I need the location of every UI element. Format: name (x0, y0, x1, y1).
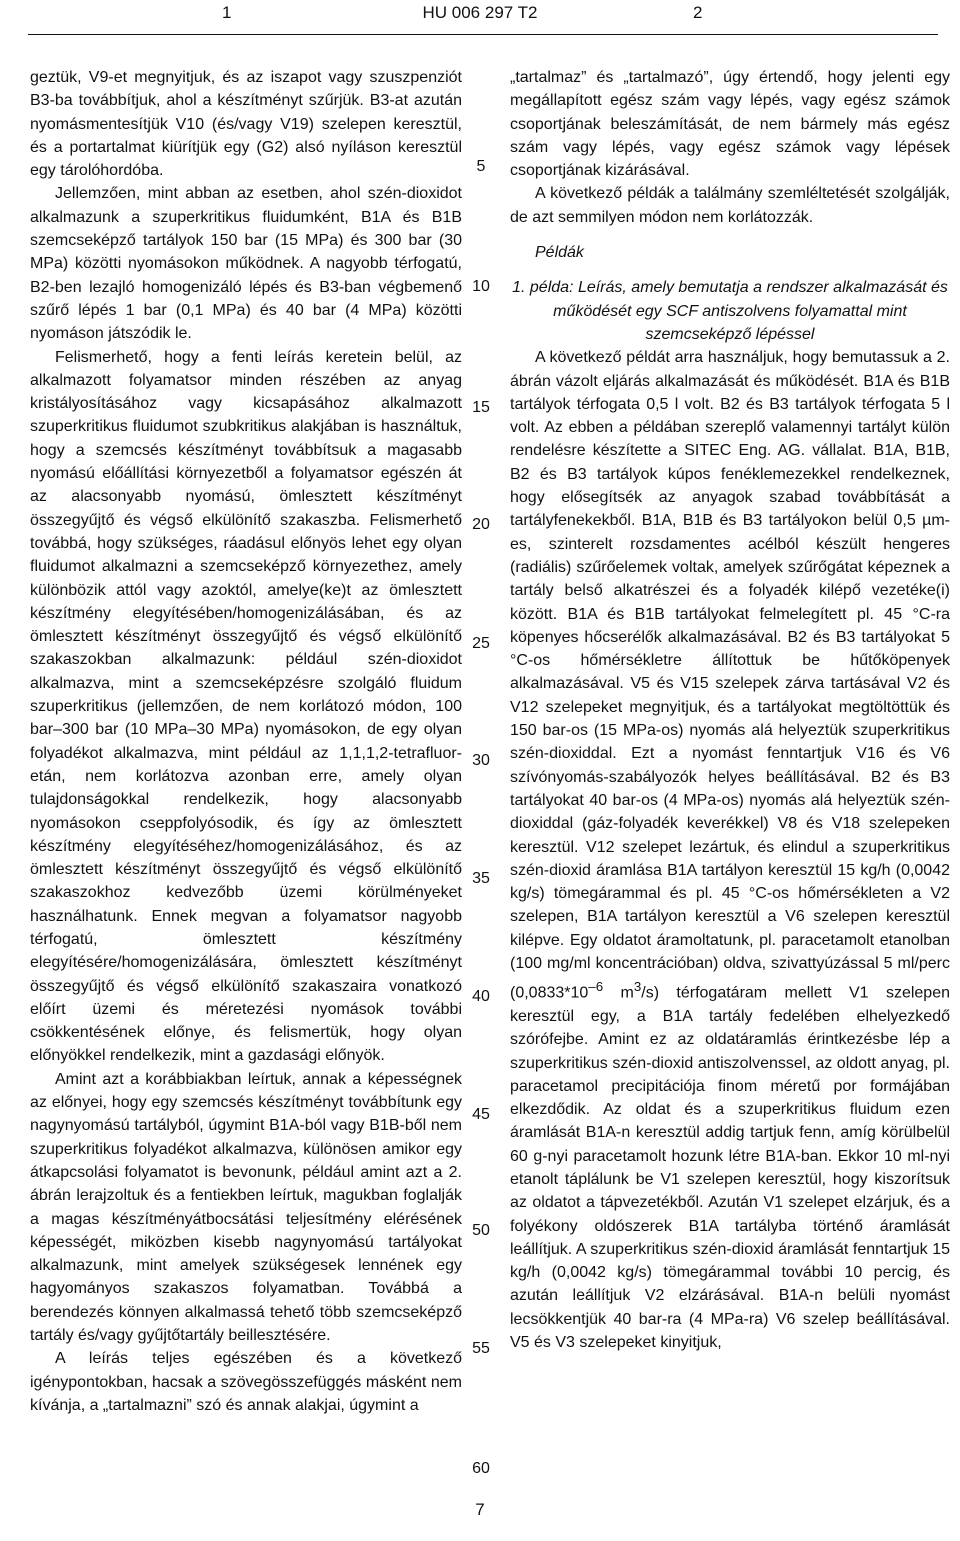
document-id: HU 006 297 T2 (422, 3, 538, 22)
line-number: 25 (472, 635, 490, 652)
line-number: 15 (472, 399, 490, 416)
page-number: 7 (475, 1500, 485, 1519)
line-number: 10 (472, 278, 490, 295)
left-column (30, 66, 462, 1417)
superscript: –6 (588, 979, 604, 995)
page-header (0, 0, 960, 30)
line-number: 30 (472, 752, 490, 769)
line-number: 5 (476, 158, 486, 175)
paragraph: Jellemzően, mint abban az esetben, ahol szén-dioxidot alkalmazunk a szuperkritikus fluidumként, B1A és B1B szemcseképző tartályok 150 bar (15 MPa) és 300 bar (30 MPa) közötti nyomásokon működnek. A nagyobb térfogatú, B2-ben lezajló homogenizáló lépés és B3-ban végbemenő szűrő lépés 1 bar (0,1 MPa) és 40 bar (4 MPa) közötti nyomáson játszódik le. (30, 185, 462, 343)
paragraph: Amint azt a korábbiakban leírtuk, annak a képességnek az előnyei, hogy egy szemcsés készítményt továbbítunk egy nagynyomású tartályból, úgymint B1A-ból vagy B1B-ből nem szuperkritikus folyadékot alkalmazva, különösen amikor egy átkapcsolási folyamatot is bevonunk, például amint azt a 2. ábrán lerajzoltuk és a fentiekben leírtuk, magukban foglalják a magas készítményátbocsátási teljesítmény elérésének képességét, miközben kisebb nagynyomású tartályokat alkalmazunk, mint amelyek szükségesek lennének egy hagyományos szakaszos folyamatban. Továbbá a berendezés könnyen alkalmassá tehető több szemcseképző tartály és/vagy gyűjtőtartály beillesztésére. (30, 1070, 462, 1345)
paragraph: A leírás teljes egészében és a következő igénypontokban, hacsak a szövegösszefüggés másként nem kívánja, a „tartalmazni” szó és annak alakjai, úgymint a (30, 1350, 462, 1414)
paragraph: A következő példák a találmány szemléltetését szolgálják, de azt semmilyen módon nem korlátozzák. (510, 185, 950, 226)
right-column (510, 66, 950, 1354)
section-heading: Példák (535, 244, 584, 262)
text-run: A következő példát arra használjuk, hogy bemutassuk a 2. ábrán vázolt eljárás alkalmazását és működését. B1A és B1B tartályok térfogata 0,5 l volt. B2 és B3 tartályok térfogata 5 l volt. Az ebben a példában szereplő valamennyi tartályt külön rendelésre készítette a SITEC Eng. AG. vállalat. B1A, B1B, B2 és B3 tartályok kúpos fenéklemezekkel rendelkeznek, hogy elősegítsék az anyagok szabad továbbítását a tartályfenekekből. B1A, B1B és B3 tartályokon belül 0,5 µm-es, szinterelt rozsdamentes acélból készült hengeres (radiális) szűrőelemek voltak, amelyek szűrőgátat képeznek a tartály belső alkatrészei és a folyadék kilépő vezetéke(i) között. B1A és B1B tartályokat felmelegített pl. 45 °C-ra köpenyes hőcserélők alkalmazásával. B2 és B3 tartályokat 5 °C-os hőmérsékletre állítottuk be hűtőköpenyek alkalmazásával. V5 és V15 szelepek zárva tartásával V2 és V12 szelepeket megnyitjuk, és a tartályokat megtöltöttük és 150 bar-os (15 MPa-os) nyomás alá helyeztük szuperkritikus szén-dioxiddal. Ezt a nyomást fenntartjuk V16 és V6 szívónyomás-szabályozók helyes beállításával. B2 és B3 tartályokat 40 bar-os (4 MPa-os) nyomás alá helyeztük szén-dioxiddal (gáz-folyadék keverékkel) V8 és V18 szelepeken keresztül. V12 szelepet lezártuk, és elindul a szuperkritikus szén-dioxid áramlása B1A tartályon keresztül 15 kg/h (0,0042 kg/s) tömegárammal és pl. 45 °C-os hőmérsékleten a V2 szelepen, B1A tartályon keresztül a V6 szelepen keresztül kilépve. Egy oldatot áramoltatunk, pl. paracetamolt etanolban (100 mg/ml koncentrációban) oldva, szivattyúzással 5 ml/perc (0,0833*10 (510, 349, 950, 1002)
line-number: 50 (472, 1222, 490, 1239)
left-page-number: 1 (222, 3, 232, 22)
line-number: 55 (472, 1340, 490, 1357)
line-number: 40 (472, 988, 490, 1005)
paragraph: Felismerhető, hogy a fenti leírás keretein belül, az alkalmazott folyamatsor minden részében az anyag kristályosításához vagy kicsapásához alkalmazott szuperkritikus fluidumot szubkritikus alakjában is használtuk, hogy a szemcsés készítményt továbbítsuk a magasabb nyomású előállítási környezetből a folyamatsor egészén át az alacsonyabb nyomású, ömlesztett készítményt összegyűjtő és végső elkülönítő szakaszba. Felismerhető továbbá, hogy szükséges, ráadásul előnyös lehet egy olyan fluidumot alkalmazni a szemcseképző környezethez, amely különbözik attól vagy azoktól, amelye(ke)t az ömlesztett készítmény elegyítésében/homogenizálásában, és az ömlesztett készítményt összegyűjtő és végső elkülönítő szakaszokban alkalmazunk: például szén-dioxidot alkalmazva, mint a szemcseképzésre szolgáló fluidum szuperkritikus (jellemzően, de nem korlátozó módon, 100 bar–300 bar (10 MPa–30 MPa) nyomásokon, de egy olyan folyadékot alkalmazva, mint például az 1,1,1,2-tetrafluor-etán, nem korlátozva azonban erre, amely olyan tulajdonságokkal rendelkezik, hogy alacsonyabb nyomásokon cseppfolyósodik, és így az ömlesztett készítmény elegyítéséhez/homogenizálásához, és az ömlesztett készítményt összegyűjtő és végső elkülönítő szakaszokhoz kedvezőbb üzemi körülményeket használhatunk. Ennek megvan a folyamatsor nagyobb térfogatú, ömlesztett készítmény elegyítésére/homogenizálására, ömlesztett készítményt összegyűjtő és végső elkülönítő szakaszaira vonatkozó előírt üzemi és méretezési nyomások további csökkentésének előnye, és felismertük, hogy olyan előnyökkel rendelkezik, mint a gazdasági előnyök. (30, 348, 462, 1065)
paragraph: „tartalmaz” és „tartalmazó”, úgy értendő, hogy jelenti egy megállapított egész szám vagy lépés, vagy egész számok csoportjának beleszámítását, de nem bármely más egész szám vagy lépés, vagy egész számok vagy lépések csoportjának kizárásával. (510, 69, 950, 180)
example-title: 1. példa: Leírás, amely bemutatja a rendszer alkalmazását és működését egy SCF antiszolvens folyamattal mint szemcseképző lépéssel (512, 279, 948, 343)
line-number: 20 (472, 516, 490, 533)
paragraph: geztük, V9-et megnyitjuk, és az iszapot vagy szuszpenziót B3-ba továbbítjuk, ahol a készítményt szűrjük. B3-at azután nyomásmentesítjük V10 (és/vagy V19) szelepen keresztül, és a portartalmat kiürítjük egy (G2) alsó nyíláson keresztül egy tárolóhordóba. (30, 69, 462, 180)
line-number: 45 (472, 1106, 490, 1123)
right-page-number: 2 (693, 3, 703, 22)
superscript: 3 (633, 979, 642, 995)
paragraph (510, 346, 950, 1354)
header-rule (28, 34, 938, 35)
text-run: m (603, 984, 634, 1002)
line-number: 60 (472, 1460, 490, 1477)
text-run: /s) térfogatáram mellett V1 szelepen keresztül egy, a B1A tartály fedelében elhelyezkedő szórófejbe. Amint ez az oldatáramlás érintkezésbe lép a szuperkritikus szén-dioxid antiszolvenssel, az oldott anyag, pl. paracetamol precipitációja finom méretű por formájában elkezdődik. Az oldat és a szuperkritikus fluidum ezen áramlását B1A-n keresztül addig tartjuk fenn, amíg körülbelül 60 g-nyi paracetamolt hozunk létre B1A-ban. Ekkor 10 ml-nyi etanolt táplálunk be V1 szelepen keresztül, hogy kiszorítsuk az oldatot a tápvezetékből. Azután V1 szelepet elzárjuk, és a folyékony oldószerek B1A tartályba történő áramlását leállítjuk. A szuperkritikus szén-dioxid áramlását fenntartjuk 15 kg/h (0,0042 kg/s) tömegárammal további 10 percig, és azután leállítjuk V2 elzárásával. B1A-n belüli nyomást lecsökkentjük 40 bar-ra (4 MPa-ra) V6 szelep beállításával. V5 és V3 szelepeket kinyitjuk, (510, 984, 950, 1352)
line-number: 35 (472, 870, 490, 887)
